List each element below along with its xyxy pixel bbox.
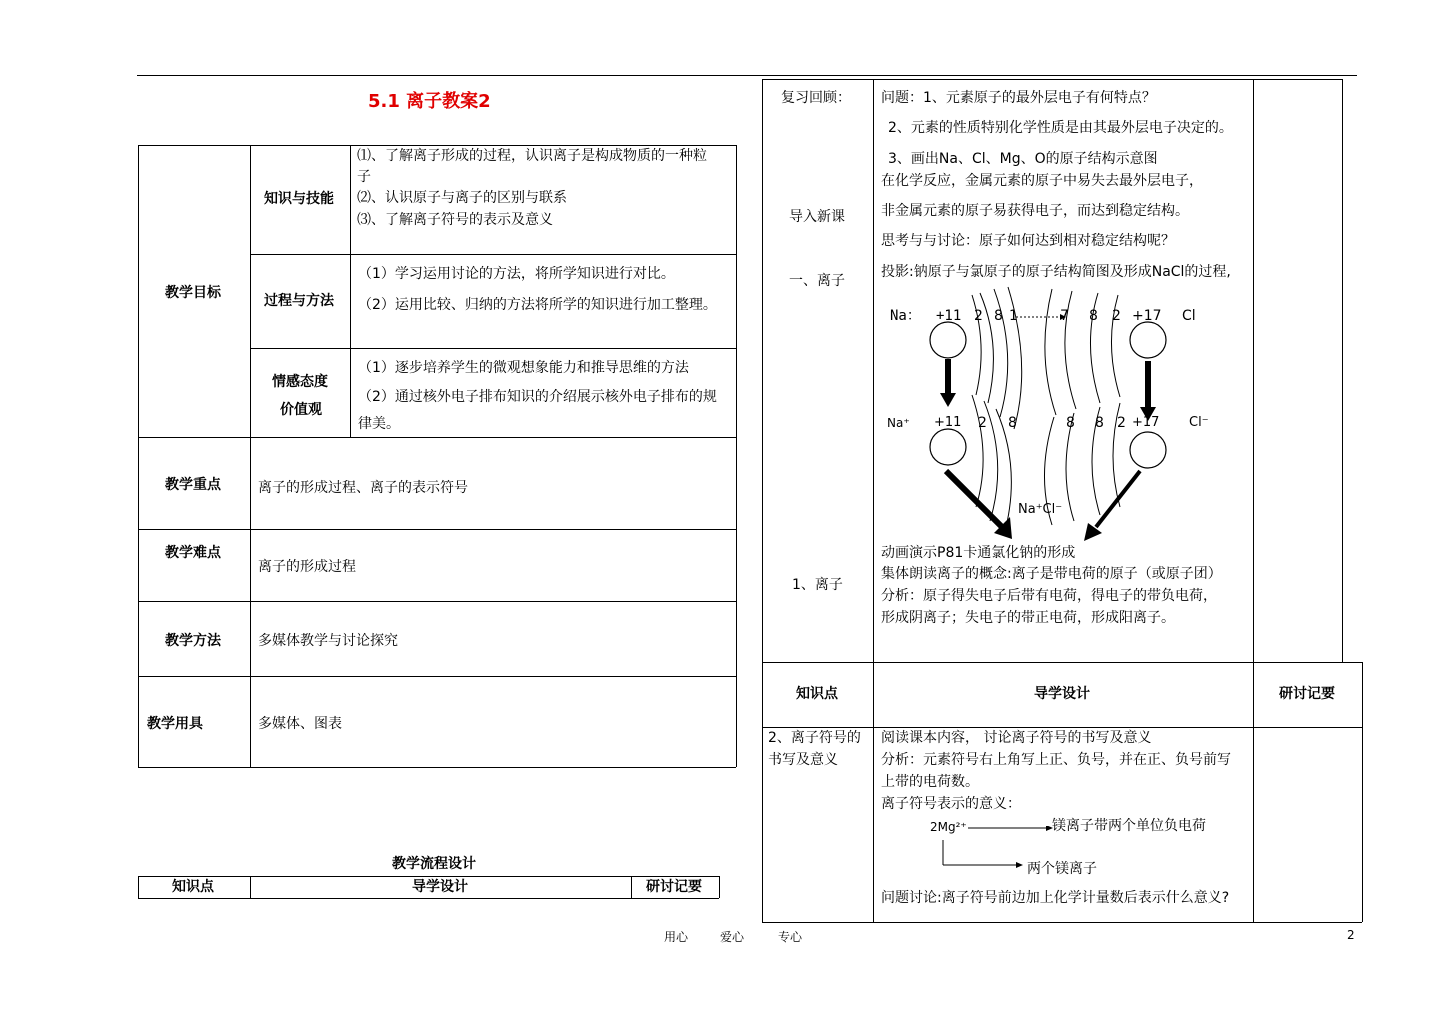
flow-col-knowledge: 知识点 — [172, 879, 214, 895]
process-label: 过程与方法 — [264, 293, 334, 309]
cl-shell-3: 2 — [1112, 308, 1121, 324]
knowledge-line1: ⑴、了解离子形成的过程，认识离子是构成物质的一种粒 — [357, 148, 707, 164]
knowledge-line1b: 子 — [357, 169, 371, 185]
header2-design: 导学设计 — [1034, 686, 1090, 702]
footer-word-3: 专心 — [778, 930, 803, 944]
read-concept: 集体朗读离子的概念:离子是带电荷的原子（或原子团） — [881, 566, 1222, 582]
knowledge-label: 知识与技能 — [264, 191, 334, 207]
knowledge-line2: ⑵、认识原子与离子的区别与联系 — [357, 190, 567, 206]
analysis-1: 分析：原子得失电子后带有电荷，得电子的带负电荷， — [881, 588, 1217, 604]
na-ion-symbol: Na⁺ — [887, 416, 910, 430]
footer-word-1: 用心 — [664, 930, 689, 944]
header2-knowledge: 知识点 — [796, 686, 838, 702]
row2-label-2: 书写及意义 — [768, 752, 838, 768]
cl-nucleus: +17 — [1132, 308, 1162, 324]
method-value: 多媒体教学与讨论探究 — [258, 633, 398, 649]
label-review: 复习回顾： — [781, 90, 851, 106]
question-2: 2、元素的性质特别化学性质是由其最外层电子决定的。 — [888, 120, 1233, 136]
na-shell-1: 2 — [974, 308, 983, 324]
think-discuss: 思考与与讨论：原子如何达到相对稳定结构呢？ — [881, 233, 1175, 249]
emotion-label-1: 情感态度 — [272, 374, 328, 390]
key-value: 离子的形成过程、离子的表示符号 — [258, 480, 468, 496]
na-symbol: Na： — [890, 308, 921, 324]
paragraph-1: 在化学反应，金属元素的原子中易失去最外层电子， — [881, 173, 1203, 189]
na-ion-nucleus: +11 — [934, 415, 962, 430]
tools-label: 教学用具 — [147, 716, 203, 732]
flow-col-design: 导学设计 — [412, 879, 468, 895]
na-shell-2: 8 — [994, 308, 1003, 324]
process-line1: （1）学习运用讨论的方法，将所学知识进行对比。 — [358, 266, 675, 282]
projection: 投影:钠原子与氯原子的原子结构简图及形成NaCl的过程, — [881, 264, 1231, 280]
mg-meaning-2: 两个镁离子 — [1027, 861, 1097, 877]
na-ion-shell-1: 2 — [978, 415, 987, 431]
flow-title: 教学流程设计 — [392, 856, 476, 872]
label-sub1: 1、离子 — [792, 577, 843, 593]
header-rule — [137, 75, 1357, 76]
cl-symbol: Cl — [1182, 308, 1196, 324]
footer-word-2: 爱心 — [720, 930, 745, 944]
row2-content-4: 离子符号表示的意义： — [881, 796, 1021, 812]
process-line2: （2）运用比较、归纳的方法将所学的知识进行加工整理。 — [358, 297, 717, 313]
nacl-product: Na⁺Cl⁻ — [1018, 502, 1063, 517]
flow-col-notes: 研讨记要 — [646, 879, 702, 895]
cl-ion-shell-1: 8 — [1066, 415, 1075, 431]
key-label: 教学重点 — [165, 477, 221, 493]
difficulty-label: 教学难点 — [165, 545, 221, 561]
difficulty-value: 离子的形成过程 — [258, 559, 356, 575]
cl-ion-shell-3: 2 — [1117, 415, 1126, 431]
label-section1: 一、离子 — [789, 273, 845, 289]
row2-content-3: 上带的电荷数。 — [881, 774, 979, 790]
paragraph-2: 非金属元素的原子易获得电子，而达到稳定结构。 — [881, 203, 1189, 219]
method-label: 教学方法 — [165, 633, 221, 649]
mg-ion-symbol: 2Mg²⁺ — [930, 820, 967, 834]
cl-ion-shell-2: 8 — [1095, 415, 1104, 431]
animation-demo: 动画演示P81卡通氯化钠的形成 — [881, 545, 1076, 561]
emotion-label-2: 价值观 — [280, 402, 322, 418]
na-nucleus: +11 — [936, 308, 962, 324]
cl-shell-2: 8 — [1089, 308, 1098, 324]
row2-content-5: 问题讨论:离子符号前边加上化学计量数后表示什么意义? — [881, 890, 1230, 906]
na-ion-shell-2: 8 — [1008, 415, 1017, 431]
cl-ion-nucleus: +17 — [1132, 415, 1160, 430]
emotion-line1: （1）逐步培养学生的微观想象能力和推导思维的方法 — [358, 360, 689, 376]
na-shell-3: 1 — [1009, 308, 1018, 324]
nacl-diagram — [876, 285, 1250, 545]
label-intro: 导入新课 — [789, 209, 845, 225]
page-number: 2 — [1347, 928, 1355, 942]
knowledge-line3: ⑶、了解离子符号的表示及意义 — [357, 212, 553, 228]
analysis-2: 形成阴离子；失电子的带正电荷，形成阳离子。 — [881, 610, 1175, 626]
emotion-line2b: 律美。 — [358, 416, 400, 432]
page-title: 5.1 离子教案2 — [368, 91, 491, 112]
row2-content-1: 阅读课本内容， 讨论离子符号的书写及意义 — [881, 730, 1152, 746]
cl-ion-symbol: Cl⁻ — [1189, 415, 1209, 430]
row2-content-2: 分析：元素符号右上角写上正、负号，并在正、负号前写 — [881, 752, 1231, 768]
goals-label: 教学目标 — [165, 285, 221, 301]
emotion-line2: （2）通过核外电子排布知识的介绍展示核外电子排布的规 — [358, 389, 717, 405]
header2-notes: 研讨记要 — [1279, 686, 1335, 702]
question-1: 问题：1、元素原子的最外层电子有何特点？ — [881, 90, 1156, 106]
mg-meaning-1: 镁离子带两个单位负电荷 — [1052, 818, 1206, 834]
question-3: 3、画出Na、Cl、Mg、O的原子结构示意图 — [888, 151, 1158, 167]
tools-value: 多媒体、图表 — [258, 716, 342, 732]
cl-shell-1: 7 — [1060, 308, 1069, 324]
row2-label-1: 2、离子符号的 — [768, 730, 861, 746]
